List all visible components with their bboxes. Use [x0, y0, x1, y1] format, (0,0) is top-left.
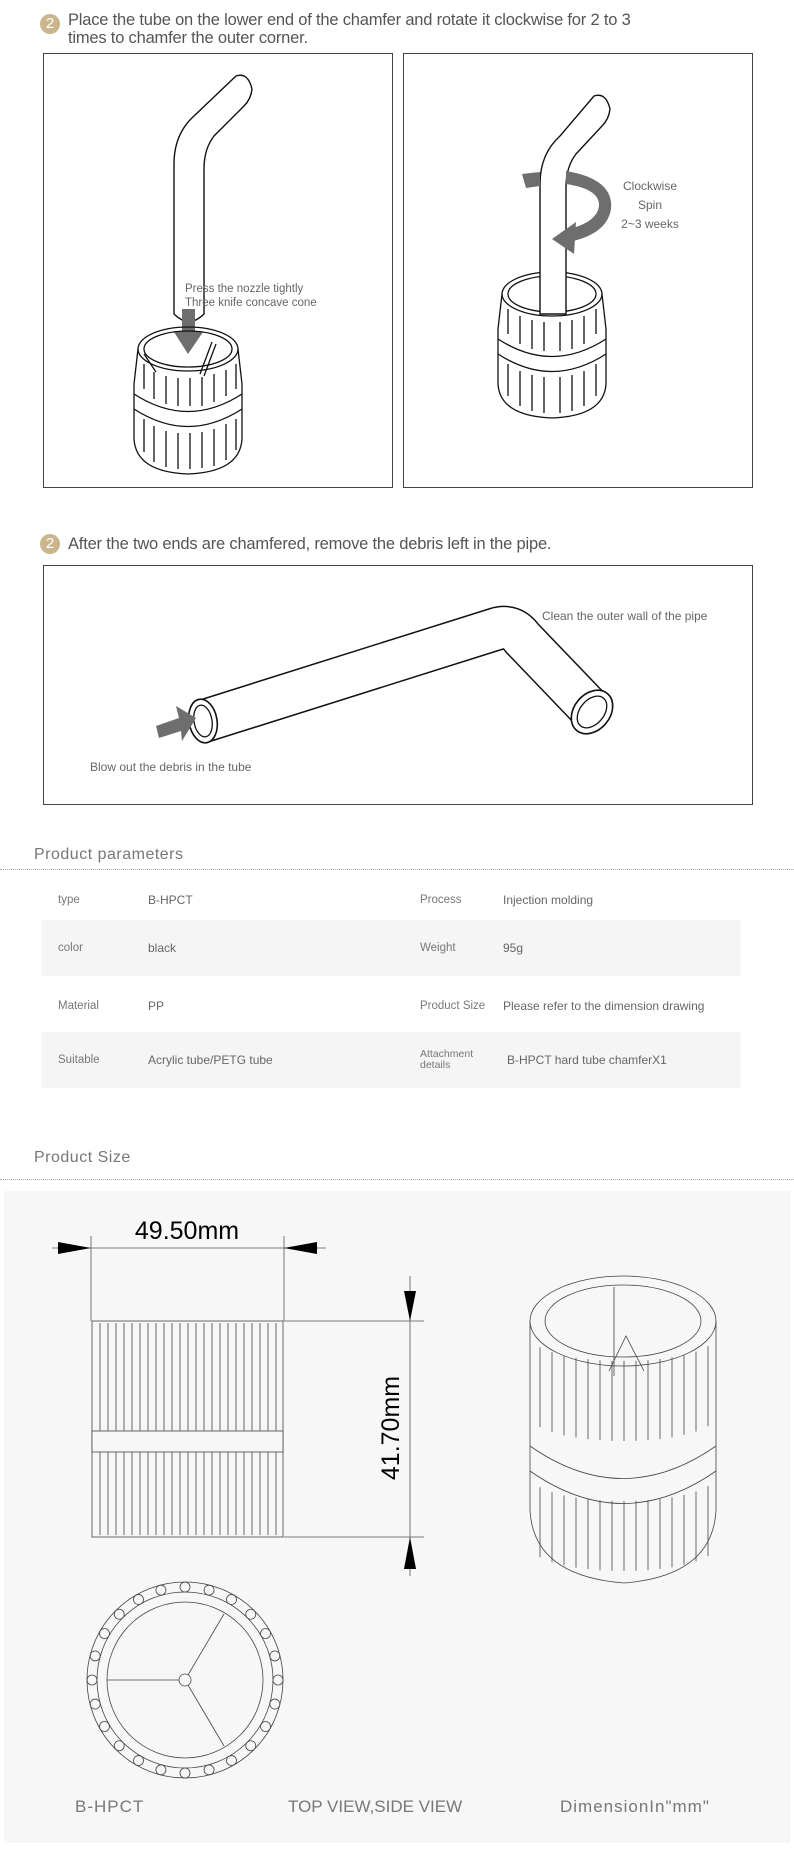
scallop [99, 1722, 109, 1732]
step-badge: 2 [40, 14, 60, 34]
section-title-parameters: Product parameters [34, 846, 184, 863]
scallop [114, 1741, 124, 1751]
param-label: Product Size [420, 1000, 486, 1012]
divider [0, 1179, 794, 1180]
param-value: black [148, 941, 177, 955]
arrow-icon [404, 1291, 416, 1321]
scallop [227, 1756, 237, 1766]
param-value: 95g [503, 941, 524, 955]
scallop [180, 1582, 190, 1592]
note-clean-outer: Clean the outer wall of the pipe [542, 609, 708, 623]
param-label: Process [420, 894, 462, 906]
note-spin: Spin [637, 198, 663, 212]
scallop [227, 1594, 237, 1604]
height-value: 41.70mm [377, 1375, 405, 1481]
param-value: Please refer to the dimension drawing [503, 999, 705, 1013]
iso-view [530, 1276, 716, 1583]
note-three-knife: Three knife concave cone [185, 297, 317, 309]
parameter-row [41, 920, 741, 976]
illustration-insert-tube [43, 53, 393, 488]
param-label: color [58, 942, 83, 954]
width-value: 49.50mm [134, 1217, 240, 1245]
arrow-icon [284, 1242, 317, 1254]
top-view [87, 1582, 283, 1778]
scallop [261, 1722, 271, 1732]
param-label: type [58, 894, 80, 906]
scallop [156, 1765, 166, 1775]
scallop [180, 1768, 190, 1778]
step2-heading: After the two ends are chamfered, remove the debris left in the pipe. [68, 535, 552, 553]
dimension-drawing-svg [4, 1191, 790, 1843]
scallop [204, 1765, 214, 1775]
scallop [273, 1675, 283, 1685]
scallop [90, 1699, 100, 1709]
note-clockwise: Clockwise [622, 179, 678, 193]
scallop [114, 1609, 124, 1619]
insert-tube-drawing [44, 54, 394, 489]
clean-pipe-drawing [44, 566, 754, 806]
param-label: Weight [420, 942, 456, 954]
scallop [99, 1629, 109, 1639]
scallop [87, 1675, 97, 1685]
param-label: Suitable [58, 1054, 100, 1066]
caption-units: DimensionIn"mm" [560, 1797, 710, 1816]
side-view [92, 1321, 283, 1537]
parameter-row [41, 1032, 741, 1088]
scallop [246, 1741, 256, 1751]
scallop [134, 1756, 144, 1766]
illustration-clean-pipe [43, 565, 753, 805]
dimension-drawing [4, 1191, 790, 1843]
caption-views: TOP VIEW,SIDE VIEW [288, 1797, 463, 1816]
param-value: Acrylic tube/PETG tube [148, 1053, 273, 1067]
scallop [156, 1585, 166, 1595]
scallop [204, 1585, 214, 1595]
param-value: Injection molding [503, 893, 594, 907]
rotate-tube-drawing [404, 54, 754, 489]
scallop [90, 1651, 100, 1661]
param-value: B-HPCT hard tube chamferX1 [507, 1053, 667, 1067]
step-badge: 2 [40, 534, 60, 554]
arrow-icon [404, 1537, 416, 1569]
scallop [261, 1629, 271, 1639]
step1-heading-line2: times to chamfer the outer corner. [68, 29, 308, 47]
param-value: B-HPCT [148, 893, 193, 907]
param-value: PP [148, 999, 165, 1013]
scallop [270, 1699, 280, 1709]
caption-model: B-HPCT [75, 1797, 145, 1816]
step1-heading-line1: Place the tube on the lower end of the chamfer and rotate it clockwise for 2 to 3 [68, 11, 631, 29]
illustration-rotate-tube [403, 53, 753, 488]
note-turns: 2~3 weeks [621, 217, 679, 231]
param-label: Material [58, 1000, 99, 1012]
pipe-body [204, 628, 592, 721]
scallop [270, 1651, 280, 1661]
scallop [134, 1594, 144, 1604]
arrow-icon [58, 1242, 91, 1254]
param-label: Attachment details [420, 1048, 474, 1071]
parameter-row [41, 978, 741, 1034]
width-dimension-line [52, 1236, 326, 1321]
divider [0, 869, 794, 870]
scallop [246, 1609, 256, 1619]
note-press-nozzle: Press the nozzle tightly [185, 283, 304, 295]
note-blow-debris: Blow out the debris in the tube [90, 760, 252, 774]
section-title-size: Product Size [34, 1149, 131, 1166]
